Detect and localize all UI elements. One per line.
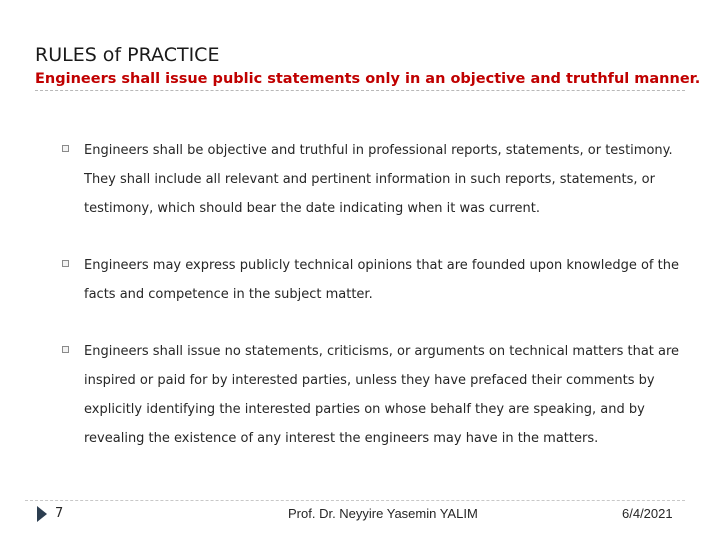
bullet-icon: [62, 260, 69, 267]
footer-author: Prof. Dr. Neyyire Yasemin YALIM: [288, 506, 478, 521]
bullet-text: Engineers shall be objective and truthful in professional reports, statements, or testimony. They shall include all relevant and pertinent information in such reports, statements, or testimony, which should bear the date indicating when it was current.: [84, 143, 673, 216]
slide-subtitle: Engineers shall issue public statements only in an objective and truthful manner.: [35, 71, 701, 87]
title-divider: [35, 90, 685, 91]
bullet-icon: [62, 346, 69, 353]
list-item: [62, 136, 682, 223]
bullet-icon: [62, 145, 69, 152]
bullet-list: [62, 136, 682, 481]
list-item: [62, 251, 682, 309]
slide-title: RULES of PRACTICE: [35, 44, 220, 66]
page-number: 7: [55, 506, 64, 521]
list-item: [62, 337, 682, 453]
footer-date: 6/4/2021: [622, 506, 673, 521]
bullet-text: Engineers shall issue no statements, criticisms, or arguments on technical matters that are inspired or paid for by interested parties, unless they have prefaced their comments by explicitly identifying the interested parties on whose behalf they are speaking, and by revealing the existence of any interest the engineers may have in the matters.: [84, 344, 680, 446]
footer-marker-icon: [37, 506, 47, 522]
footer-divider: [25, 500, 685, 501]
bullet-text: Engineers may express publicly technical opinions that are founded upon knowledge of the facts and competence in the subject matter.: [84, 258, 679, 302]
